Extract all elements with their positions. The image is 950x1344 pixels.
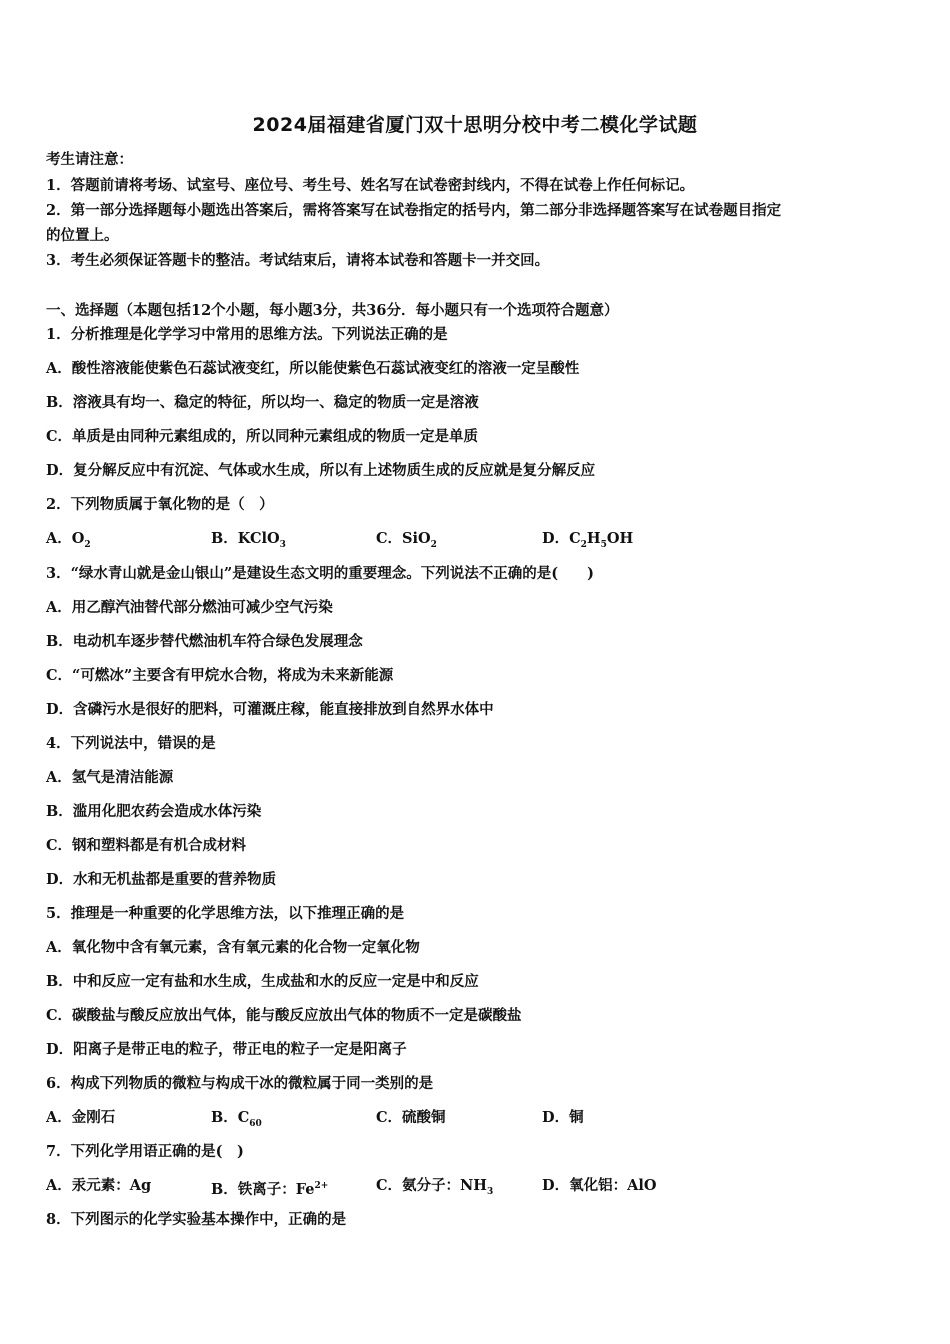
q7-option-a: A．汞元素：Ag [46,1177,152,1194]
q1-option-d: D．复分解反应中有沉淀、气体或水生成，所以有上述物质生成的反应就是复分解反应 [46,462,596,479]
q3-option-c: C．“可燃冰”主要含有甲烷水合物，将成为未来新能源 [46,667,394,684]
q2-option-c: C．SiO$_2$ [376,530,437,550]
q8-stem: 8．下列图示的化学实验基本操作中，正确的是 [46,1211,347,1228]
q4-option-b: B．滥用化肥农药会造成水体污染 [46,803,262,820]
q2-option-a: A．$O_2$ [46,530,91,550]
q2-option-b: B．KClO$_3$ [211,530,286,550]
notice-item-2-cont: 的位置上。 [46,227,119,244]
q7-option-c: C．氨分子：$NH_3$ [376,1177,494,1197]
q3-option-d: D．含磷污水是很好的肥料，可灌溉庄稼，能直接排放到自然界水体中 [46,701,494,718]
notice-item-2: 2．第一部分选择题每小题选出答案后，需将答案写在试卷指定的括号内，第二部分非选择题答案写在试卷题目指定 [46,202,782,219]
q1-option-c: C．单质是由同种元素组成的，所以同种元素组成的物质一定是单质 [46,428,479,445]
q6-option-d: D．铜 [542,1109,584,1126]
notice-item-3: 3．考生必须保证答题卡的整洁。考试结束后，请将本试卷和答题卡一并交回。 [46,252,550,269]
q2-stem: 2．下列物质属于氧化物的是（ ） [46,496,274,513]
q4-option-c: C．钢和塑料都是有机合成材料 [46,837,247,854]
q3-option-b: B．电动机车逐步替代燃油机车符合绿色发展理念 [46,633,363,650]
q5-option-d: D．阳离子是带正电的粒子，带正电的粒子一定是阳离子 [46,1041,407,1058]
q1-option-b: B．溶液具有均一、稳定的特征，所以均一、稳定的物质一定是溶液 [46,394,479,411]
q4-stem: 4．下列说法中，错误的是 [46,735,216,752]
page-title: 2024届福建省厦门双十思明分校中考二模化学试题 [252,114,698,136]
q4-option-a: A．氢气是清洁能源 [46,769,174,786]
q6-option-c: C．硫酸铜 [376,1109,446,1126]
q7-option-d: D．氧化铝：AlO [542,1177,657,1194]
notice-item-1: 1．答题前请将考场、试室号、座位号、考生号、姓名写在试卷密封线内，不得在试卷上作任何标记。 [46,177,695,194]
q1-option-a: A．酸性溶液能使紫色石蕊试液变红，所以能使紫色石蕊试液变红的溶液一定呈酸性 [46,360,580,377]
section-heading: 一、选择题（本题包括12个小题，每小题3分，共36分．每小题只有一个选项符合题意） [46,302,619,319]
q5-option-a: A．氧化物中含有氧元素，含有氧元素的化合物一定氧化物 [46,939,420,956]
q2-option-d: D．$C_2H_5OH$ [542,530,634,550]
q6-option-b: B．$C_{60}$ [211,1109,262,1129]
notice-heading: 考生请注意： [46,151,133,168]
q1-stem: 1．分析推理是化学学习中常用的思维方法。下列说法正确的是 [46,326,448,343]
q5-stem: 5．推理是一种重要的化学思维方法，以下推理正确的是 [46,905,405,922]
q3-stem: 3．“绿水青山就是金山银山”是建设生态文明的重要理念。下列说法不正确的是( ) [46,565,594,582]
q7-stem: 7．下列化学用语正确的是( ) [46,1143,244,1160]
q5-option-b: B．中和反应一定有盐和水生成，生成盐和水的反应一定是中和反应 [46,973,479,990]
q6-option-a: A．金刚石 [46,1109,116,1126]
q6-stem: 6．构成下列物质的微粒与构成干冰的微粒属于同一类别的是 [46,1075,434,1092]
q7-option-b: B．铁离子：$Fe^{2+}$ [211,1180,329,1198]
q4-option-d: D．水和无机盐都是重要的营养物质 [46,871,277,888]
q5-option-c: C．碳酸盐与酸反应放出气体，能与酸反应放出气体的物质不一定是碳酸盐 [46,1007,522,1024]
q3-option-a: A．用乙醇汽油替代部分燃油可减少空气污染 [46,599,333,616]
